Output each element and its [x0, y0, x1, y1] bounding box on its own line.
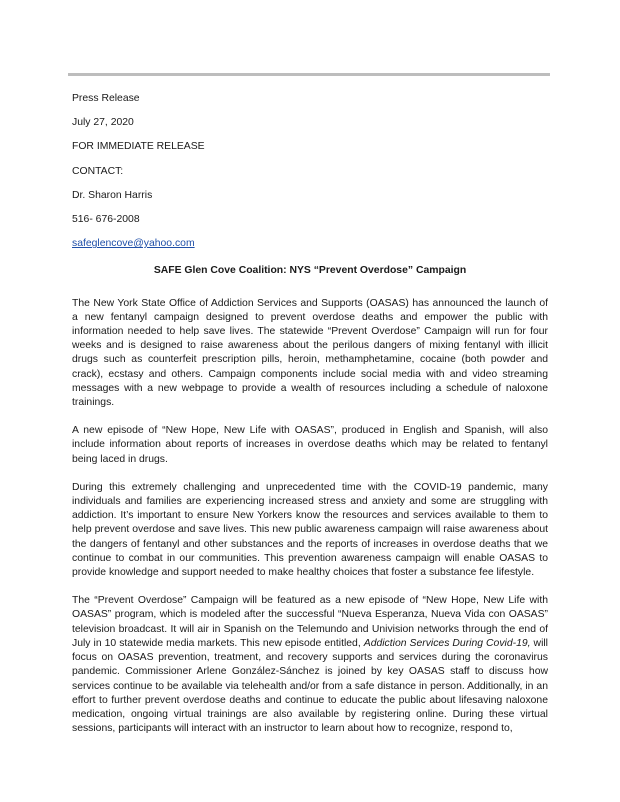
top-divider: [68, 73, 550, 76]
paragraph-2: A new episode of “New Hope, New Life with OASAS”, produced in English and Spanish, will also include information about reports of increases in overdose deaths which may be related to fentanyl being laced in drugs.: [72, 425, 548, 465]
paragraph-1: The New York State Office of Addiction Services and Supports (OASAS) has announced the launch of a new fentanyl campaign designed to prevent overdose deaths and empower the public with information needed to help save lives. The statewide “Prevent Overdose” Campaign will run for four weeks and is designed to raise awareness about the perilous dangers of mixing fentanyl with illicit drugs such as counterfeit prescription pills, heroin, methamphetamine, cocaine (both powder and crack), ecstasy and others. Campaign components include social media with and video streaming messages with a new webpage to provide a wealth of resources including a schedule of naloxone trainings.: [72, 297, 548, 409]
contact-label: CONTACT:: [72, 165, 124, 177]
episode-title: Addiction Services During Covid-19,: [363, 637, 531, 649]
contact-email-line: [72, 237, 548, 251]
contact-email-link[interactable]: safeglencove@yahoo.com: [72, 238, 195, 250]
paragraph-4-part-1: The “Prevent Overdose” Campaign will be featured as a new episode of “New Hope, New Life with OASAS” program, which is modeled after the successful “Nueva Esperanza, Nueva Vida con OASAS” television broadcast. It will air in Spanish on the Telemundo and Univision networks through the end of July in 10 statewide media markets. This new episode entitled,: [72, 595, 548, 649]
paragraph-4-part-2: will focus on OASAS prevention, treatment, and recovery supports and services during the coronavirus pandemic. Commissioner Arlene González-Sánchez is joined by key OASAS staff to discuss how services continue to be available via telehealth and/or from a safe distance in person. Additionally, in an effort to further prevent overdose deaths and continue to educate the public about lifesaving naloxone medication, ongoing virtual trainings are also available by registering online. During these virtual sessions, participants will interact with an instructor to learn about how to recognize, respond to,: [72, 637, 548, 735]
paragraph-3: During this extremely challenging and unprecedented time with the COVID-19 pandemic, many individuals and families are experiencing increased stress and anxiety and some are struggling with addiction. It’s important to ensure New Yorkers know the resources and services available to them to help prevent overdose and save lives. This new public awareness campaign will raise awareness about the dangers of fentanyl and other substances and the reports of increases in overdose deaths that we continue to combat in our communities. This prevention awareness campaign will enable OASAS to provide knowledge and support needed to make healthy choices that foster a substance fee lifestyle.: [72, 481, 548, 579]
release-label: Press Release: [72, 93, 140, 104]
release-date: July 27, 2020: [72, 117, 134, 129]
contact-phone: 516- 676-2008: [72, 214, 140, 226]
contact-name: Dr. Sharon Harris: [72, 189, 153, 201]
press-release-body: [72, 92, 548, 750]
release-type: FOR IMMEDIATE RELEASE: [72, 141, 205, 153]
paragraph-4: [72, 594, 548, 736]
document-title: SAFE Glen Cove Coalition: NYS “Prevent Overdose” Campaign: [153, 265, 467, 277]
